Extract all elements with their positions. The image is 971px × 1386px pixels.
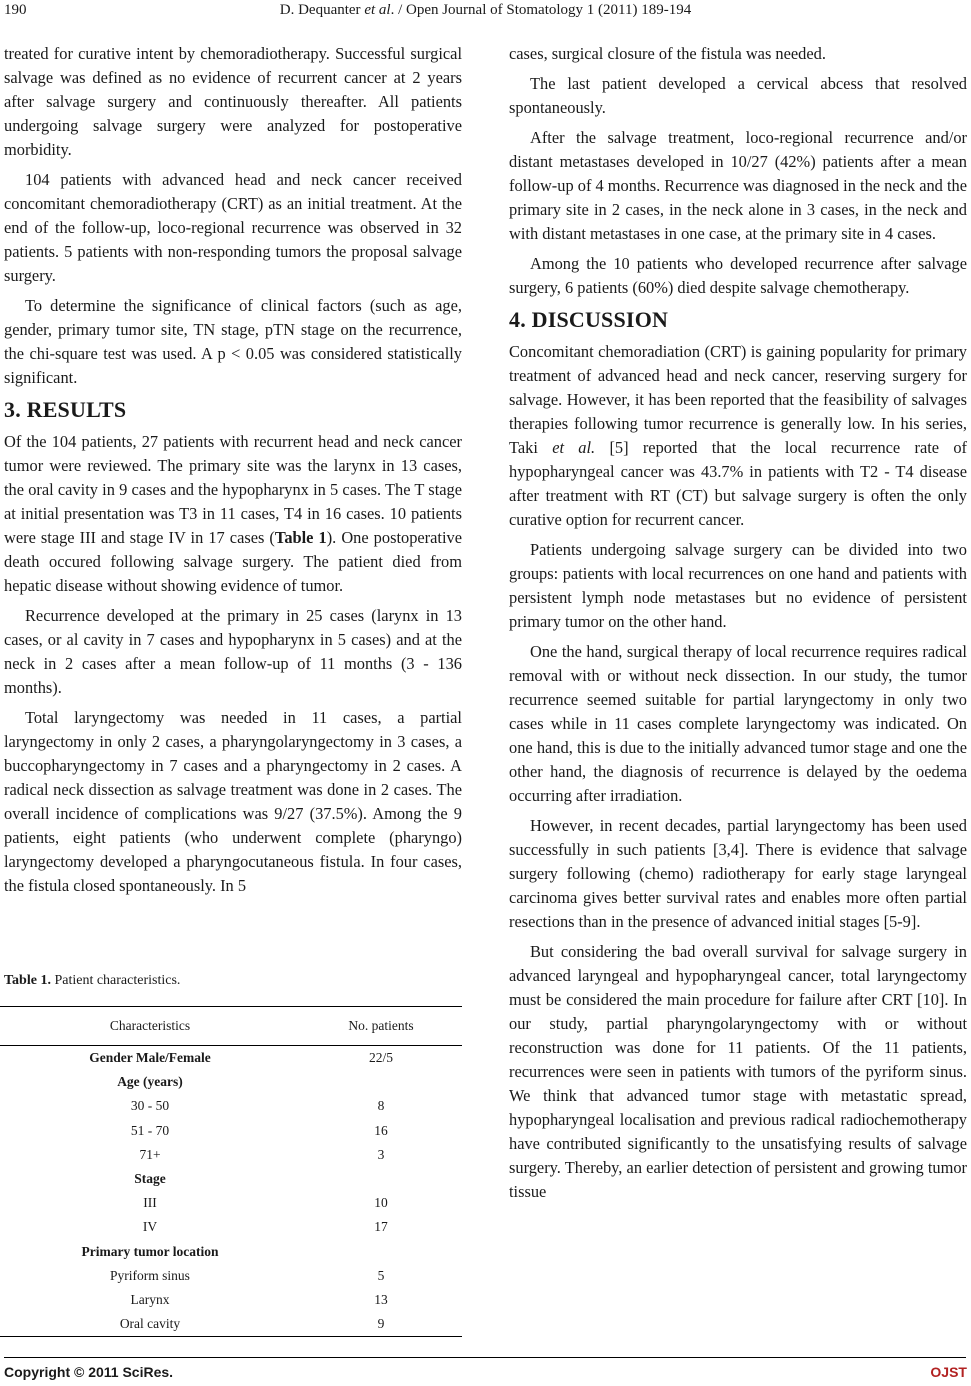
paragraph: Total laryngectomy was needed in 11 cases, a partial laryngectomy in only 2 cases, a pharyngolaryngectomy in 3 cases, a buccopharyngectomy in 7 cases and a pharyngectomy in 2 cases. A radical neck dissection as salvage treatment was done in 2 cases. The overall incidence of complications was 9/27 (37.5%). Among the 9 patients, eight patients (who underwent complete (pharyngo) laryngectomy developed a pharyngocutaneous fistula. In four cases, the fistula closed spontaneously. In 5 — [4, 708, 462, 895]
table-caption-label: Table 1. — [4, 973, 51, 988]
paragraph: Recurrence developed at the primary in 25 cases (larynx in 13 cases, or al cavity in 7 cases and hypopharynx in 5 cases) and at the neck in 2 cases after a mean follow-up of 11 months (3 - 136 months). — [4, 606, 462, 697]
right-column — [509, 42, 967, 1204]
table-cell: 22/5 — [368, 1050, 393, 1066]
paragraph: Patients undergoing salvage surgery can be divided into two groups: patients with local recurrences on one hand and patients with persistent lymph node metastases but no evidence of persistent primary tumor on the other hand. — [509, 540, 967, 631]
paragraph: The last patient developed a cervical abcess that resolved spontaneously. — [509, 74, 967, 117]
table-cell: 9 — [300, 1312, 462, 1337]
running-header — [0, 2, 971, 19]
section-heading-results: 3. RESULTS — [4, 397, 127, 422]
table-caption-text: Patient characteristics. — [50, 973, 181, 988]
table-cell — [300, 1240, 462, 1264]
paragraph-text: Concomitant chemoradiation (CRT) is gaining popularity for primary treatment of advanced head and neck cancer, reserving surgery for salvage. However, it has been reported that the feasibility of salvages therapies following tumor recurrence is generally low. In his series, Taki — [509, 342, 967, 457]
table-row — [0, 1264, 462, 1288]
table-cell: 17 — [374, 1219, 388, 1235]
table-cell: 3 — [377, 1146, 385, 1162]
table-cell: 16 — [374, 1122, 388, 1138]
paragraph-text: [5] reported that the local recurrence rate of hypopharyngeal cancer was 43.7% in patients with T2 - T4 disease after treatment with RT (CT) but salvage surgery is often the only curative option for recurrent cancer. — [509, 438, 967, 529]
table-cell: IV — [142, 1219, 158, 1235]
header-authors: D. Dequanter — [279, 2, 361, 18]
paragraph: One the hand, surgical therapy of local recurrence requires radical removal with or without neck dissection. In our study, the tumor recurrence seemed suitable for partial laryngectomy in only two cases while in 11 cases complete laryngectomy was indicated. On one hand, this is due to the initially advanced tumor stage and one the other hand, the diagnosis of recurrence is delayed by the oedema occurring after irradiation. — [509, 642, 967, 805]
table-cell: 5 — [377, 1267, 385, 1283]
table-cell: 10 — [374, 1195, 388, 1211]
table-cell: 71+ — [139, 1146, 161, 1162]
table-row — [0, 1094, 462, 1118]
paragraph-text: Of the 104 patients, 27 patients with recurrent head and neck cancer tumor were reviewed. The primary site was the larynx in 13 cases, the oral cavity in 9 cases and the hypopharynx in 5 cases. The T stage at initial presentation was T3 in 11 cases, T4 in 16 cases. 10 patients were stage III and stage IV in 17 cases ( — [4, 432, 462, 547]
paragraph: After the salvage treatment, loco-regional recurrence and/or distant metastases developed in 10/27 (42%) patients after a mean follow-up of 4 months. Recurrence was diagnosed in the neck and the primary site in 2 cases, in the neck alone in 3 cases, in the neck and with distant metastases in one case, at the primary site in 4 cases. — [509, 128, 967, 243]
table-row — [0, 1312, 462, 1337]
paragraph: However, in recent decades, partial laryngectomy has been used successfully in such patients [3,4]. There is evidence that salvage surgery following (chemo) radiotherapy for early stage laryngeal carcinoma gives better survival rates and enables more often partial resections than in the presence of advanced initial stages [5-9]. — [509, 816, 967, 931]
footer-journal-abbr[interactable]: OJST — [930, 1364, 967, 1380]
paragraph: Among the 10 patients who developed recurrence after salvage surgery, 6 patients (60%) died despite salvage chemotherapy. — [509, 254, 967, 297]
table-cell — [300, 1070, 462, 1094]
table-row — [0, 1143, 462, 1167]
table-cell: Stage — [134, 1171, 166, 1187]
header-et-al: et al — [364, 2, 391, 18]
paragraph: 104 patients with advanced head and neck cancer received concomitant chemoradiotherapy (CRT) as an initial treatment. At the end of the follow-up, loco-regional recurrence was observed in 32 patients. 5 patients with non-responding tumors the proposal salvage surgery. — [4, 170, 462, 285]
paragraph-text: ). One postoperative death occured following salvage surgery. The patient died from hepatic disease without showing evidence of tumor. — [4, 528, 462, 595]
table-cell: 51 - 70 — [130, 1122, 170, 1138]
page-number: 190 — [4, 2, 27, 18]
table-row — [0, 1288, 462, 1312]
table-cell: 13 — [374, 1291, 388, 1307]
header-journal-ref: . / Open Journal of Stomatology 1 (2011) 189-194 — [390, 2, 692, 18]
column-header-patients: No. patients — [300, 1007, 462, 1046]
table-cell: 30 - 50 — [130, 1098, 170, 1114]
table-row — [0, 1191, 462, 1215]
table-header-row — [0, 1007, 462, 1046]
table-row — [0, 1215, 462, 1239]
paragraph — [4, 430, 462, 598]
patient-characteristics-table — [0, 1006, 462, 1337]
paragraph: But considering the bad overall survival for salvage surgery in advanced laryngeal and hypopharyngeal cancer, total laryngectomy must be considered the main procedure for failure after CRT [10]. In our study, partial pharyngolaryngectomy with or without reconstruction was done for 11 patients. Of the 11 patients, recurrences were seen in patients with tumors of the pyriform sinus. We think that advanced tumor stage with metastatic spread, hypopharyngeal localisation and previous radical radiochemotherapy have contributed significantly to the unsatisfying results of salvage surgery. Thereby, an earlier detection of persistent and growing tumor tissue — [509, 942, 967, 1201]
table-cell: Larynx — [130, 1291, 170, 1307]
table-reference-link[interactable]: Table 1 — [274, 528, 327, 547]
paragraph: treated for curative intent by chemoradiotherapy. Successful surgical salvage was defined as no evidence of recurrent cancer at 2 years after salvage surgery and continuously thereafter. All patients undergoing salvage surgery were analyzed for postoperative morbidity. — [4, 44, 462, 159]
table-caption — [4, 973, 180, 989]
table-cell: III — [143, 1195, 157, 1211]
table-cell: Pyriform sinus — [110, 1267, 190, 1283]
left-column — [4, 42, 462, 898]
table-row — [0, 1070, 462, 1094]
column-header-characteristics: Characteristics — [0, 1007, 300, 1046]
table-row — [0, 1119, 462, 1143]
table-cell: Age (years) — [117, 1074, 183, 1090]
table-cell — [300, 1167, 462, 1191]
et-al-italic: et al. — [552, 438, 596, 457]
footer-divider — [4, 1357, 966, 1358]
table-cell: Gender Male/Female — [89, 1050, 211, 1066]
table-cell: Oral cavity — [0, 1312, 300, 1337]
table-row — [0, 1240, 462, 1264]
paragraph: To determine the significance of clinical factors (such as age, gender, primary tumor site, TN stage, pTN stage on the recurrence, the chi-square test was used. A p < 0.05 was considered statistically significant. — [4, 296, 462, 387]
section-heading-discussion: 4. DISCUSSION — [509, 307, 669, 332]
paragraph: cases, surgical closure of the fistula was needed. — [509, 44, 826, 63]
table-row — [0, 1167, 462, 1191]
footer-copyright: Copyright © 2011 SciRes. — [4, 1364, 174, 1380]
table-cell: 8 — [377, 1098, 385, 1114]
table-row — [0, 1046, 462, 1071]
paragraph — [509, 340, 967, 532]
table-cell: Primary tumor location — [81, 1243, 219, 1259]
